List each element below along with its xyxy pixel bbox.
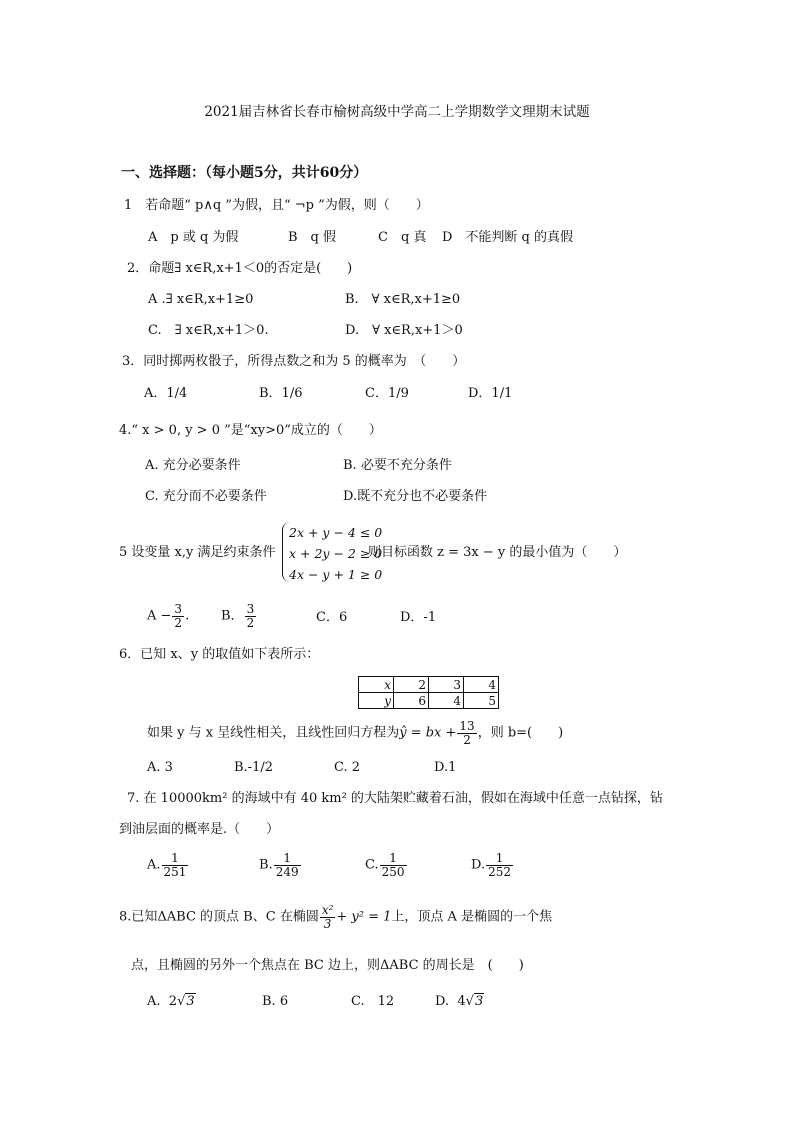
q3-option-c: C．1/9 — [365, 386, 409, 401]
q1-option-a: A p 或 q 为假 — [148, 230, 239, 245]
table-cell: x — [359, 677, 394, 693]
q5-constraint-3: 4x − y + 1 ≥ 0 — [289, 567, 383, 582]
q3-option-d: D．1/1 — [468, 386, 513, 401]
q6-option-d: D.1 — [434, 760, 457, 775]
q5-constraint-2: x + 2y − 2 ≥ 0 — [289, 546, 383, 561]
table-cell: 5 — [464, 693, 499, 709]
q2-option-d: D. ∀ x∈R,x+1＞0 — [345, 323, 463, 338]
q5-constraint-1: 2x + y − 4 ≤ 0 — [289, 525, 383, 540]
q1-stem: 1 若命题“ p∧q ”为假，且“ ¬p ”为假，则（ ） — [124, 198, 429, 213]
table-cell: 6 — [394, 693, 429, 709]
q6-value-table — [358, 676, 499, 709]
q5-prefix: 5 设变量 x,y 满足约束条件 — [119, 545, 276, 560]
q6-stem: 6．已知 x、y 的取值如下表所示： — [119, 647, 320, 662]
q4-option-d: D.既不充分也不必要条件 — [343, 489, 488, 504]
q5-suffix: 则目标函数 z = 3x − y 的最小值为（ ） — [368, 545, 627, 560]
q8-option-c: C. 12 — [351, 994, 395, 1009]
table-cell: 2 — [394, 677, 429, 693]
q8-option-b: B. 6 — [262, 994, 289, 1009]
q6-option-a: A. 3 — [147, 760, 173, 775]
q8-option-a: A. 2√3 — [147, 994, 195, 1009]
q7-option-d: D. $\frac{1}{252}$ — [471, 851, 511, 879]
q2-option-a: A .∃ x∈R,x+1≥0 — [148, 292, 254, 307]
q4-option-c: C. 充分而不必要条件 — [145, 489, 267, 504]
q7-option-b: B. $\frac{1}{249}$ — [259, 851, 299, 879]
q7-option-c: C. $\frac{1}{250}$ — [365, 851, 405, 879]
q5-option-b: B． $\frac{3}{2}$ — [221, 602, 255, 630]
q3-option-a: A．1/4 — [144, 386, 188, 401]
page-title: 2021届吉林省长春市榆树高级中学高二上学期数学文理期末试题 — [204, 104, 590, 120]
q6-option-c: C. 2 — [334, 760, 361, 775]
q5-option-a: A − $\frac{3}{2}$ . — [147, 602, 190, 630]
table-row — [359, 677, 499, 693]
q4-stem: 4.“ x > 0, y > 0 ”是“xy>0”成立的（ ） — [119, 423, 382, 438]
q1-option-d: D 不能判断 q 的真假 — [442, 230, 574, 245]
q1-option-c: C q 真 — [378, 230, 427, 245]
q1-option-b: B q 假 — [288, 230, 337, 245]
q5-option-c: C．6 — [316, 610, 348, 625]
q2-stem: 2．命题∃ x∈R,x+1＜0的否定是( ) — [127, 261, 353, 276]
table-cell: 3 — [429, 677, 464, 693]
section-heading: 一、选择题：（每小题5分，共计60分） — [121, 165, 368, 181]
table-cell: 4 — [429, 693, 464, 709]
q2-option-c: C. ∃ x∈R,x+1＞0. — [148, 323, 269, 338]
q8-line1: 8.已知ΔABC 的顶点 B、C 在椭圆 $\frac{\text{x²}}{3}$ + y² = 1上，顶点 A 是椭圆的一个焦 — [119, 903, 553, 931]
q4-option-a: A. 充分必要条件 — [145, 458, 241, 473]
q7-line1: 7. 在 10000km² 的海域中有 40 km² 的大陆架贮藏着石油，假如在海域中任意一点钻探，钻 — [127, 791, 663, 806]
q6-option-b: B.-1/2 — [234, 760, 273, 775]
q3-stem: 3．同时掷两枚骰子，所得点数之和为 5 的概率为 （ ） — [122, 354, 466, 369]
q6-line2: 如果 y 与 x 呈线性相关，且线性回归方程为ŷ = bx + $\frac{13}{2}$ ，则 b=( ) — [147, 719, 564, 747]
q7-option-a: A. $\frac{1}{251}$ — [147, 851, 187, 879]
q2-option-b: B. ∀ x∈R,x+1≥0 — [345, 292, 461, 307]
q8-line2: 点，且椭圆的另外一个焦点在 BC 边上，则ΔABC 的周长是 ( ) — [131, 958, 524, 973]
table-cell: y — [359, 693, 394, 709]
q5-option-d: D．-1 — [400, 610, 437, 625]
q7-line2: 到油层面的概率是.（ ） — [119, 822, 280, 837]
table-cell: 4 — [464, 677, 499, 693]
table-row — [359, 693, 499, 709]
q8-option-d: D. 4√3 — [435, 994, 484, 1009]
q4-option-b: B. 必要不充分条件 — [343, 458, 452, 473]
q3-option-b: B．1/6 — [259, 386, 303, 401]
